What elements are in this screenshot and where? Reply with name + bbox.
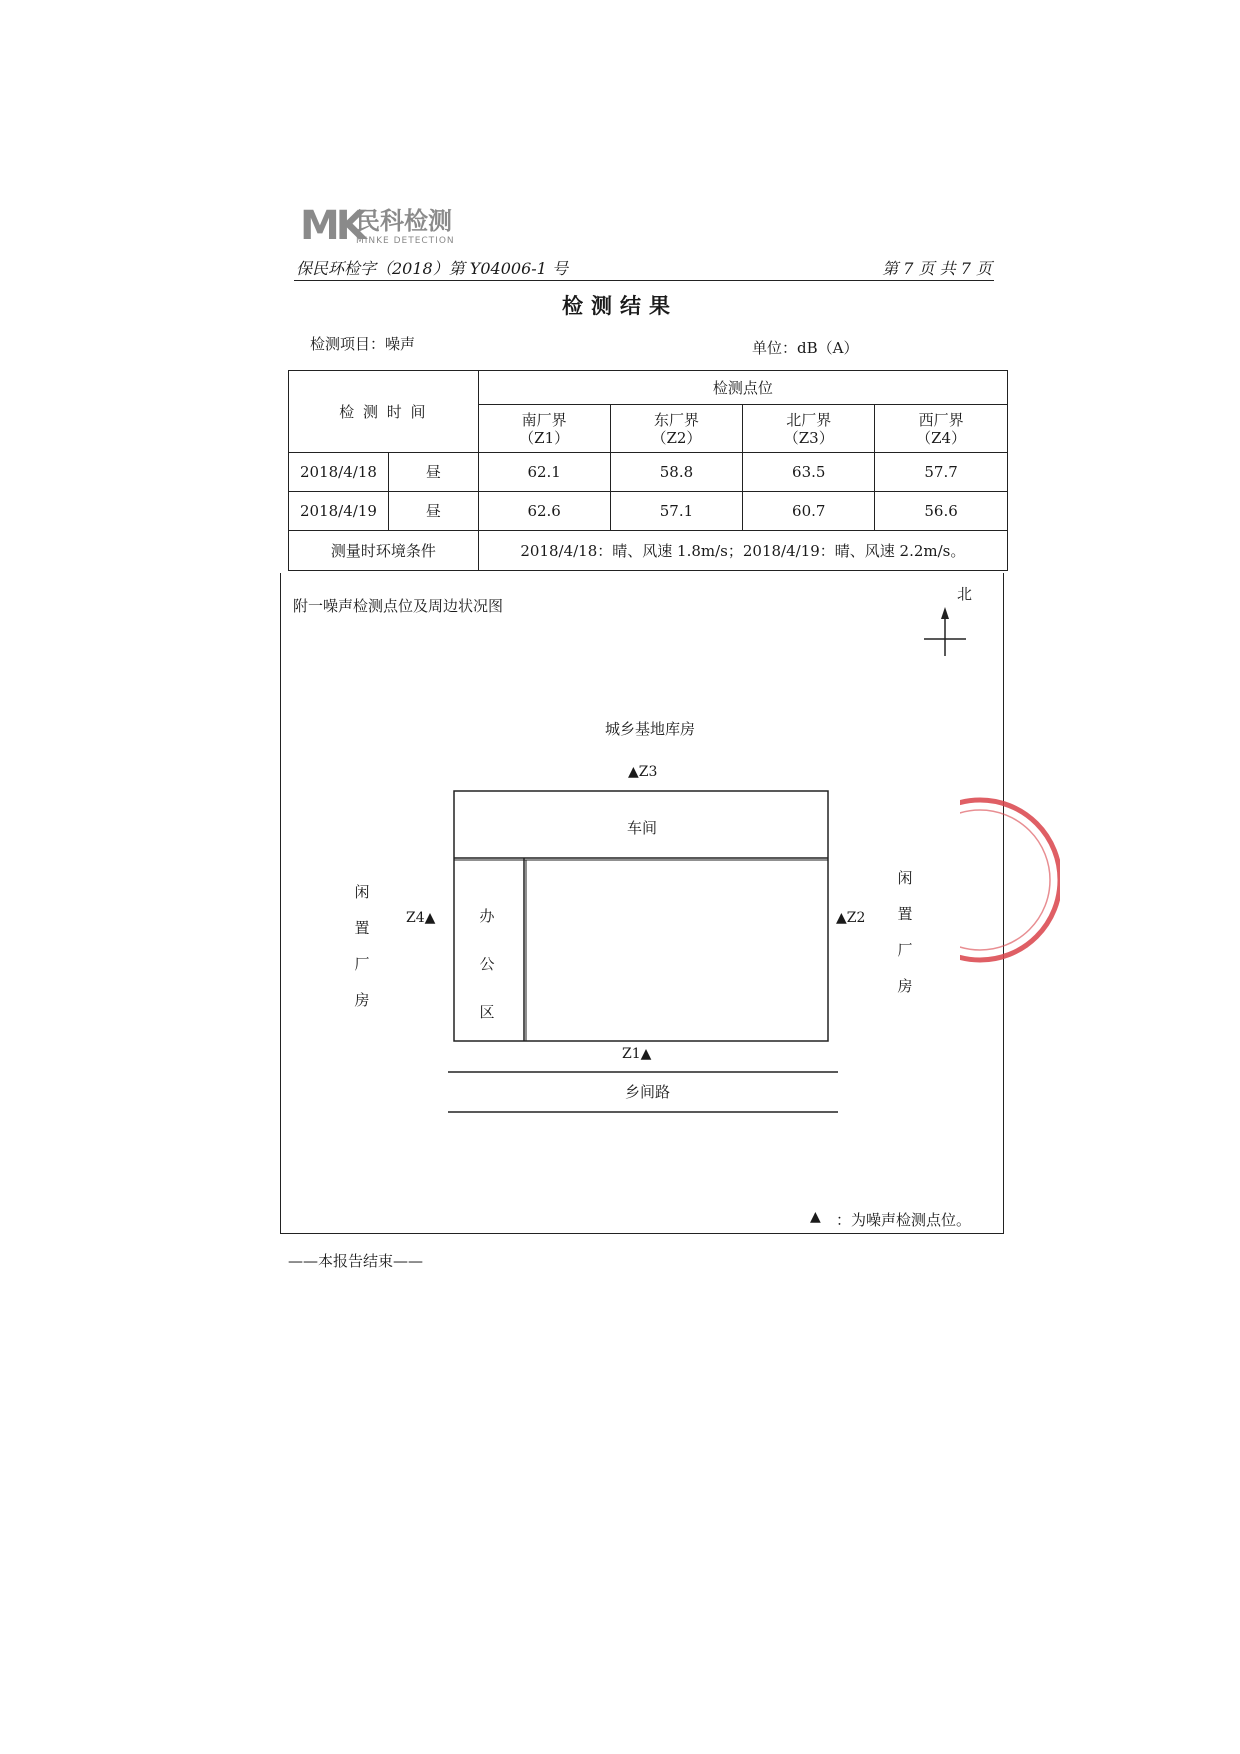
- workshop-label: 车间: [627, 819, 658, 837]
- point-z1: Z1▲: [622, 1046, 652, 1062]
- logo-chinese-name: 民科检测: [356, 207, 452, 235]
- column-header: 东厂界 （Z2）: [610, 405, 743, 453]
- row-period: 昼: [388, 492, 478, 531]
- env-value: 2018/4/18：晴、风速 1.8m/s；2018/4/19：晴、风速 2.2m/s。: [478, 531, 1007, 571]
- table-cell: 57.1: [610, 492, 743, 531]
- logo-english-name: MINKE DETECTION: [356, 236, 455, 246]
- report-number: 保民环检字（2018）第 Y04006-1 号: [296, 259, 568, 278]
- right-building-label: 闲 置 厂 房: [897, 869, 913, 995]
- north-arrow-icon: [924, 607, 966, 656]
- test-item-label: 检测项目：噪声: [310, 335, 416, 353]
- point-z2: ▲Z2: [836, 910, 866, 926]
- time-header: 检 测 时 间: [289, 371, 479, 453]
- column-header: 北厂界 （Z3）: [743, 405, 875, 453]
- unit-label: 单位：dB（A）: [752, 339, 859, 357]
- table-cell: 63.5: [743, 453, 875, 492]
- logo-mark: MK: [300, 203, 363, 249]
- table-cell: 62.1: [478, 453, 610, 492]
- legend-text: ：为噪声检测点位。: [836, 1211, 972, 1229]
- north-building-label: 城乡基地库房: [605, 720, 696, 738]
- left-building-label: 闲 置 厂 房: [354, 883, 370, 1009]
- point-z3: ▲Z3: [628, 764, 658, 780]
- page-title: 检测结果: [562, 293, 678, 318]
- table-cell: 56.6: [875, 492, 1008, 531]
- legend-triangle-icon: ▲: [810, 1209, 821, 1225]
- office-label: 办 公 区: [479, 907, 495, 1021]
- env-label: 测量时环境条件: [289, 531, 479, 571]
- north-label: 北: [957, 585, 973, 603]
- table-cell: 62.6: [478, 492, 610, 531]
- report-end-text: ——本报告结束——: [288, 1252, 424, 1270]
- row-period: 昼: [388, 453, 478, 492]
- points-header: 检测点位: [478, 371, 1007, 405]
- row-date: 2018/4/19: [289, 492, 389, 531]
- point-z4: Z4▲: [406, 910, 436, 926]
- page-info: 第 7 页 共 7 页: [882, 259, 992, 278]
- column-header: 西厂界 （Z4）: [875, 405, 1008, 453]
- road-label: 乡间路: [625, 1083, 671, 1101]
- row-date: 2018/4/18: [289, 453, 389, 492]
- column-header: 南厂界 （Z1）: [478, 405, 610, 453]
- table-cell: 57.7: [875, 453, 1008, 492]
- company-seal-icon: [960, 790, 1060, 970]
- map-title: 附一噪声检测点位及周边状况图: [293, 597, 504, 615]
- table-cell: 60.7: [743, 492, 875, 531]
- table-cell: 58.8: [610, 453, 743, 492]
